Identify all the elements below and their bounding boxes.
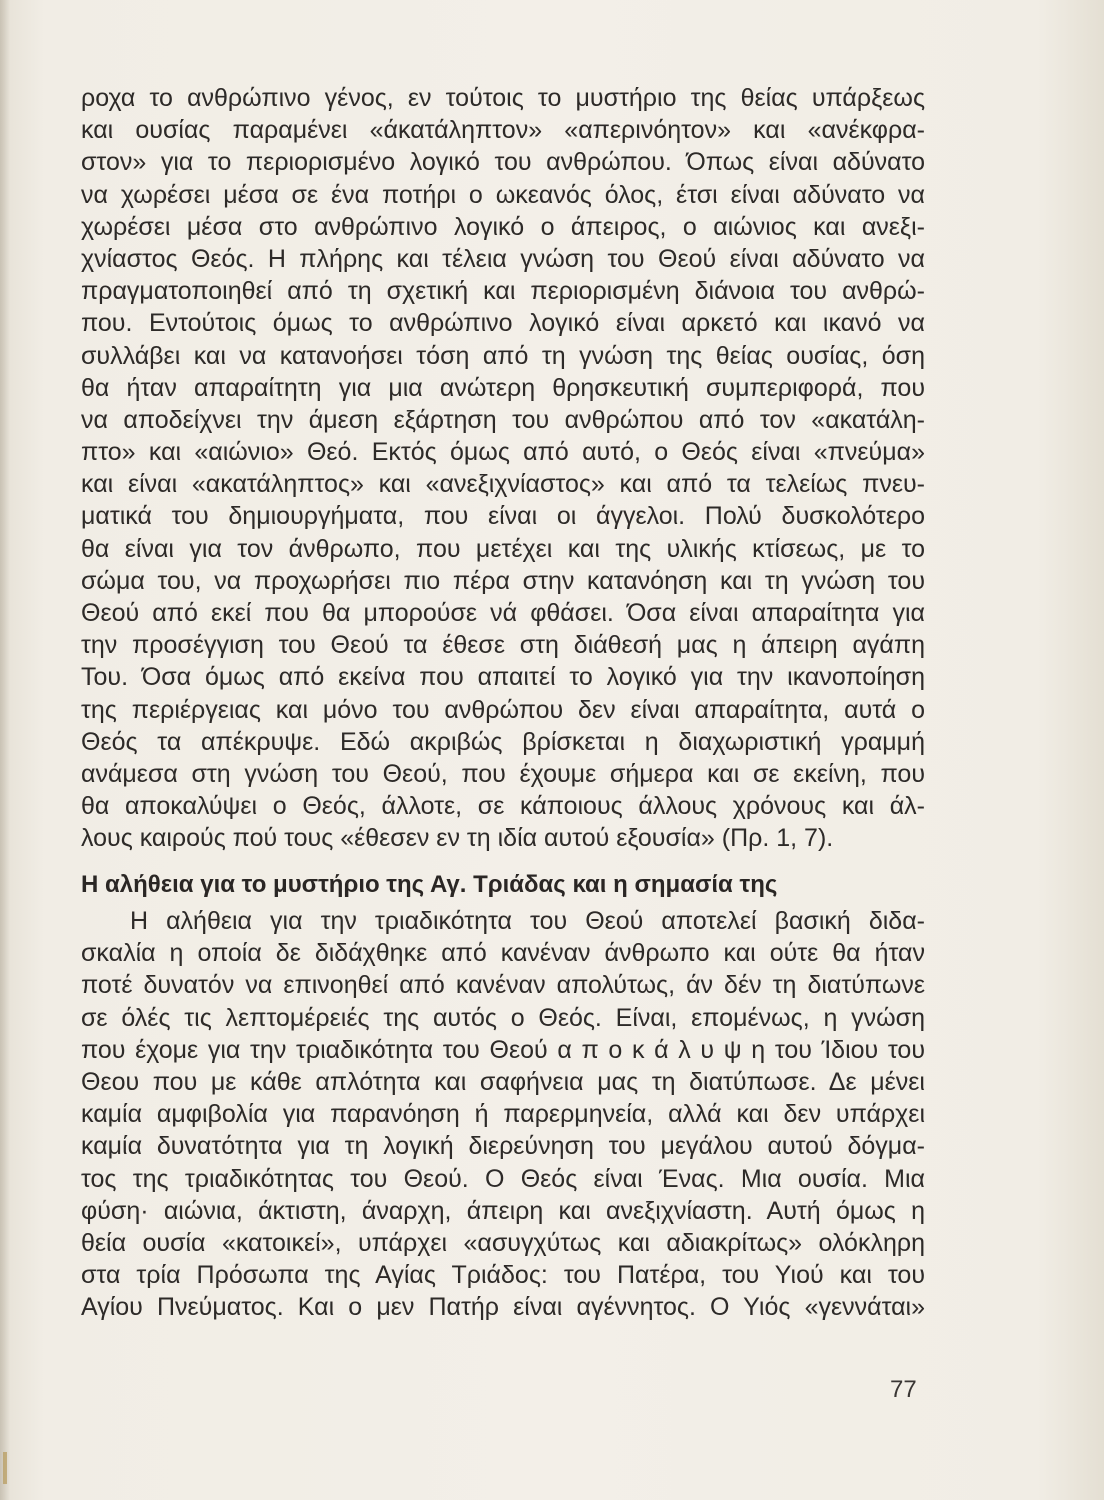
text-line: να χωρέσει μέσα σε ένα ποτήρι ο ωκεανός όλος, έτσι είναι αδύνατο να: [81, 180, 925, 209]
text-line: καμία αμφιβολία για παρανόηση ή παρερμηνεία, αλλά και δεν υπάρχει: [81, 1100, 925, 1129]
text-line: και είναι «ακατάληπτος» και «ανεξιχνίαστος» και από τα τελείως πνευ-: [81, 470, 925, 499]
text-line: πτο» και «αιώνιο» Θεό. Εκτός όμως από αυτό, ο Θεός είναι «πνεύμα»: [81, 438, 925, 467]
page-number: 77: [890, 1376, 917, 1403]
text-line: θα ήταν απαραίτητη για μια ανώτερη θρησκευτική συμπεριφορά, που: [81, 373, 925, 402]
text-line: συλλάβει και να κατανοήσει τόση από τη γνώση της θείας ουσίας, όση: [81, 341, 925, 370]
text-line: Του. Όσα όμως από εκείνα που απαιτεί το λογικό για την ικανοποίηση: [81, 663, 925, 692]
text-line: πραγματοποιηθεί από τη σχετική και περιορισμένη διάνοια του ανθρώ-: [81, 277, 925, 306]
text-line: καμία δυνατότητα για τη λογική διερεύνηση του μεγάλου αυτού δόγμα-: [81, 1132, 925, 1161]
section-heading: Η αλήθεια για το μυστήριο της Αγ. Τριάδας και η σημασία της: [81, 871, 778, 898]
page-gutter-shadow: [0, 0, 10, 1500]
paragraph-continuation: [81, 82, 925, 855]
paragraph-trinity: [81, 905, 925, 1323]
text-line: σώμα του, να προχωρήσει πιο πέρα στην κατανόηση και τη γνώση του: [81, 566, 925, 595]
text-line: θα είναι για τον άνθρωπο, που μετέχει και της υλικής κτίσεως, με το: [81, 534, 925, 563]
text-line: που. Εντούτοις όμως το ανθρώπινο λογικό είναι αρκετό και ικανό να: [81, 309, 925, 338]
text-line: φύση· αιώνια, άκτιστη, άναρχη, άπειρη και ανεξιχνίαστη. Αυτή όμως η: [81, 1196, 925, 1225]
text-line: Η αλήθεια για την τριαδικότητα του Θεού αποτελεί βασική διδα-: [130, 907, 925, 935]
text-line: ροχα το ανθρώπινο γένος, εν τούτοις το μυστήριο της θείας υπάρξεως: [81, 84, 925, 112]
text-line: σκαλία η οποία δε διδάχθηκε από κανέναν άνθρωπο και ούτε θα ήταν: [81, 939, 925, 968]
text-line: που έχομε για την τριαδικότητα του Θεού α π ο κ ά λ υ ψ η του Ίδιου του: [81, 1035, 925, 1064]
text-line: χνίαστος Θεός. Η πλήρης και τέλεια γνώση του Θεού είναι αδύνατο να: [81, 244, 925, 273]
text-line: ανάμεσα στη γνώση του Θεού, που έχουμε σήμερα και σε εκείνη, που: [81, 759, 925, 788]
text-line: λους καιρούς πού τους «έθεσεν εν τη ιδία αυτού εξουσία» (Πρ. 1, 7).: [81, 824, 834, 853]
text-line: θα αποκαλύψει ο Θεός, άλλοτε, σε κάποιους άλλους χρόνους και άλ-: [81, 792, 925, 821]
text-line: και ουσίας παραμένει «άκατάληπτον» «απερινόητον» και «ανέκφρα-: [81, 116, 925, 145]
text-line: Θεός τα απέκρυψε. Εδώ ακριβώς βρίσκεται η διαχωριστική γραμμή: [81, 727, 925, 756]
text-line: χωρέσει μέσα στο ανθρώπινο λογικό ο άπειρος, ο αιώνιος και ανεξι-: [81, 212, 925, 241]
text-line: τος της τριαδικότητας του Θεού. Ο Θεός είναι Ένας. Μια ουσία. Μια: [81, 1164, 925, 1193]
text-line: να αποδείχνει την άμεση εξάρτηση του ανθρώπου από τον «ακατάλη-: [81, 405, 925, 434]
text-line: σε όλές τις λεπτομέρειές της αυτός ο Θεός. Είναι, επομένως, η γνώση: [81, 1003, 925, 1032]
text-line: θεία ουσία «κατοικεί», υπάρχει «ασυγχύτως και αδιακρίτως» ολόκληρη: [81, 1228, 925, 1257]
text-line: την προσέγγιση του Θεού τα έθεσε στη διάθεσή μας η άπειρη αγάπη: [81, 631, 925, 660]
text-line: στον» για το περιορισμένο λογικό του ανθρώπου. Όπως είναι αδύνατο: [81, 148, 925, 177]
text-line: Θεου που με κάθε απλότητα και σαφήνεια μας τη διατύπωσε. Δε μένει: [81, 1067, 925, 1096]
text-line: Θεού από εκεί που θα μπορούσε νά φθάσει. Όσα είναι απαραίτητα για: [81, 599, 925, 627]
text-line: της περιέργειας και μόνο του ανθρώπου δεν είναι απαραίτητα, αυτά ο: [81, 695, 925, 724]
text-line: στα τρία Πρόσωπα της Αγίας Τριάδος: του Πατέρα, του Υιού και του: [81, 1261, 925, 1290]
text-line: ποτέ δυνατόν να επινοηθεί από κανέναν απολύτως, άν δέν τη διατύπωνε: [81, 971, 925, 1000]
text-line: ματικά του δημιουργήματα, που είναι οι άγγελοι. Πολύ δυσκολότερο: [81, 502, 925, 531]
page-edge-mark: [3, 1452, 7, 1484]
text-line: Αγίου Πνεύματος. Και ο μεν Πατήρ είναι αγέννητος. Ο Υιός «γεννάται»: [81, 1293, 925, 1322]
